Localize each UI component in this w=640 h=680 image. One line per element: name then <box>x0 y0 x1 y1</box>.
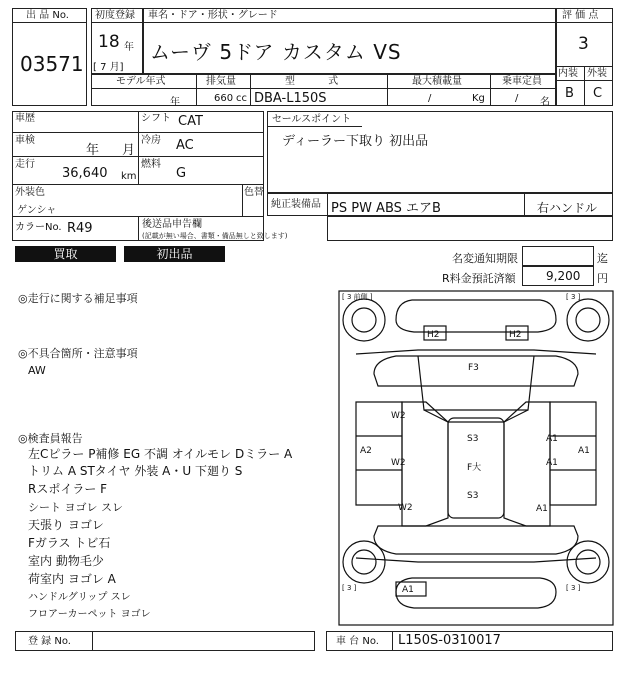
capacity: / <box>515 93 519 104</box>
exterior-color: ゲンシャ <box>17 205 57 216</box>
defect-notes-title: ◎不具合箇所・注意事項 <box>18 347 138 360</box>
inspector-report-title: ◎検査員報告 <box>18 432 83 445</box>
max-load: / <box>428 93 432 104</box>
mark-a1-rear: A1 <box>402 585 414 595</box>
mileage-unit: km <box>121 171 137 182</box>
model-type: DBA-L150S <box>254 91 327 106</box>
tire-tread-front-right: [ 3 ] <box>566 293 581 301</box>
mark-a2: A2 <box>360 446 372 456</box>
inspector-line: シート ヨゴレ スレ <box>28 501 123 514</box>
displacement: 660 <box>214 93 234 104</box>
displacement-unit: cc <box>236 93 247 104</box>
max-load-unit: Kg <box>472 93 485 104</box>
car-damage-diagram <box>338 290 614 626</box>
inspector-line: トリム A STタイヤ 外装 A・U 下廻り S <box>28 464 243 478</box>
mark-f3: F3 <box>468 363 479 373</box>
documents-note: (記載が無い場合、書類・備品無しと致します) <box>142 232 288 240</box>
car-name-label: 車名・ドア・形状・グレード <box>148 10 278 21</box>
tire-tread-front-left: [ 3 前側 ] <box>342 293 373 301</box>
car-name: ムーヴ 5ドア カスタム VS <box>150 40 402 64</box>
documents-box <box>327 216 613 241</box>
tire-tread-rear-left: [ 3 ] <box>342 584 357 592</box>
inspector-line: 室内 動物毛少 <box>28 554 104 568</box>
chassis-number: L150S-0310017 <box>398 633 501 648</box>
name-change-deadline-label: 名変通知期限 <box>452 252 518 265</box>
mark-h2-left: H2 <box>427 330 440 340</box>
inspection-month: 月 <box>122 143 136 158</box>
recycle-fee-value: 9,200 <box>546 269 581 283</box>
ac-value: AC <box>176 138 194 153</box>
capacity-unit: 名 <box>540 97 550 108</box>
fuel-label: 燃料 <box>141 159 161 170</box>
inspector-line: ハンドルグリップ スレ <box>28 592 131 603</box>
equipment-label: 純正装備品 <box>271 199 321 210</box>
mileage-label: 走行 <box>15 159 35 170</box>
mark-w2-upper: W2 <box>391 411 406 421</box>
history-label: 車歴 <box>15 113 35 124</box>
inspector-line: 荷室内 ヨゴレ A <box>28 572 116 586</box>
model-year-label: モデル年式 <box>116 76 166 87</box>
inspection-label: 車検 <box>15 135 35 146</box>
registration-year-unit: 年 <box>124 42 134 53</box>
fuel-value: G <box>176 166 187 181</box>
mark-h2-right: H2 <box>509 330 522 340</box>
recycle-fee-label: R料金預託済額 <box>442 272 516 285</box>
model-year: 年 <box>170 97 180 108</box>
shift-value: CAT <box>178 114 203 129</box>
exterior-score: C <box>593 86 603 101</box>
name-change-unit: 迄 <box>597 252 608 265</box>
mark-s3-bottom: S3 <box>467 491 479 501</box>
color-change-label: 色替 <box>244 187 264 198</box>
mark-w2-middle: W2 <box>391 458 406 468</box>
inspector-line: Fガラス トビ石 <box>28 536 111 550</box>
buyout-badge: 買取 <box>15 246 116 262</box>
interior-score: B <box>565 86 574 101</box>
documents-title: 後送品申告欄 <box>142 219 202 230</box>
inspector-line: フロアーカーペット ヨゴレ <box>28 609 151 620</box>
lot-number-label: 出 品 No. <box>26 10 69 21</box>
driving-notes-title: ◎走行に関する補足事項 <box>18 292 138 305</box>
shift-label: シフト <box>141 113 171 124</box>
recycle-fee-unit: 円 <box>597 272 608 285</box>
inspector-line: 天張り ヨゴレ <box>28 518 104 532</box>
steering-side: 右ハンドル <box>537 201 598 215</box>
lot-number: 03571 <box>20 52 84 76</box>
chassis-number-label: 車 台 No. <box>336 636 379 647</box>
max-load-label: 最大積載量 <box>412 76 462 87</box>
inspector-line: Rスポイラー F <box>28 482 108 496</box>
mark-f-large: F大 <box>467 463 482 473</box>
inspection-year: 年 <box>86 143 100 158</box>
color-no-label: カラーNo. <box>15 222 62 233</box>
tire-tread-rear-right: [ 3 ] <box>566 584 581 592</box>
registration-month: [ 7 月] <box>93 62 124 73</box>
mark-w2-lower: W2 <box>398 503 413 513</box>
inspector-line: 左Cピラー P補修 EG 不調 オイルモレ Dミラー A <box>28 447 293 461</box>
ac-label: 冷房 <box>141 135 161 146</box>
mark-a1-side-right: A1 <box>578 446 590 456</box>
exterior-color-label: 外装色 <box>15 187 45 198</box>
mark-a1-upper-right: A1 <box>546 434 558 444</box>
score-label: 評 価 点 <box>562 10 599 21</box>
color-no: R49 <box>67 221 93 236</box>
interior-score-label: 内装 <box>558 68 578 79</box>
type-label: 型 式 <box>285 76 339 87</box>
equipment-list: PS PW ABS エアB <box>331 201 441 216</box>
score-value: 3 <box>578 34 589 54</box>
capacity-label: 乗車定員 <box>502 76 542 87</box>
exterior-score-label: 外装 <box>587 68 607 79</box>
mark-s3-top: S3 <box>467 434 479 444</box>
mileage-value: 36,640 <box>62 166 108 181</box>
mark-a1-middle-right: A1 <box>546 458 558 468</box>
sales-point-title: セールスポイント <box>272 114 352 125</box>
registration-year: 18 <box>98 32 120 52</box>
defect-note: AW <box>28 364 46 377</box>
sales-point-text: ディーラー下取り 初出品 <box>282 134 429 149</box>
displacement-label: 排気量 <box>206 76 236 87</box>
name-change-deadline-box <box>522 246 594 266</box>
first-listing-badge: 初出品 <box>124 246 225 262</box>
mark-a1-lower-right: A1 <box>536 504 548 514</box>
registration-number-label: 登 録 No. <box>28 636 71 647</box>
registration-label: 初度登録 <box>95 10 135 21</box>
